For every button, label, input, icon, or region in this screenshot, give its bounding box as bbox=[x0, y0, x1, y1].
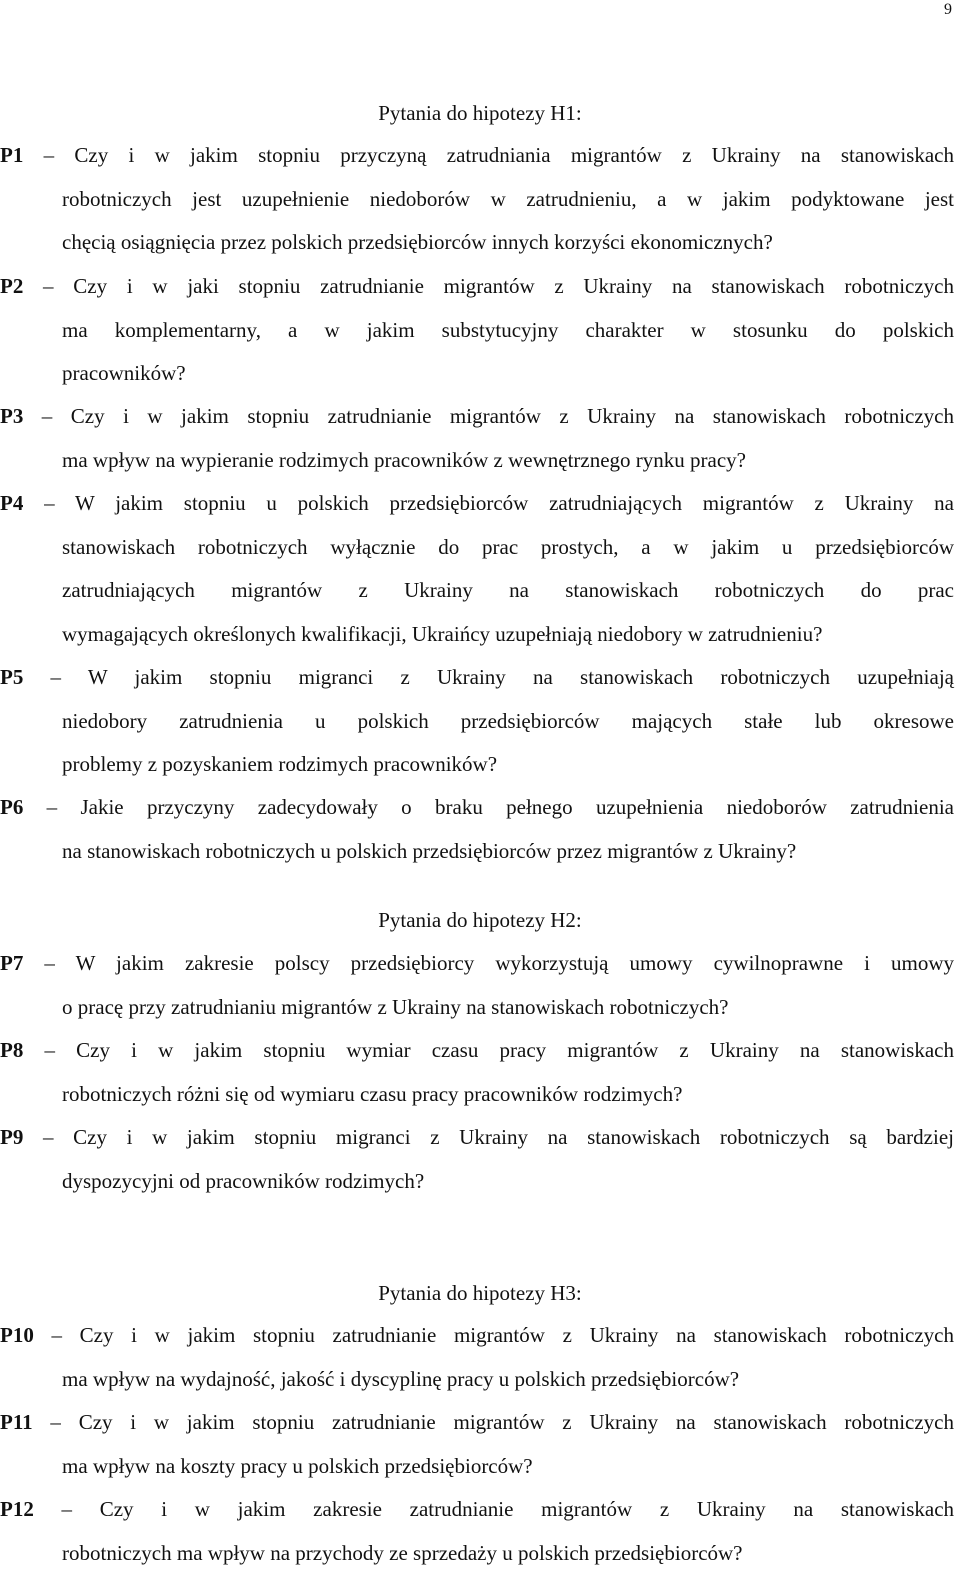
question-p1 bbox=[0, 134, 954, 265]
question-line: ma wpływ na wydajność, jakość i dyscyplinę pracy u polskich przedsiębiorców? bbox=[62, 1366, 740, 1391]
question-line: robotniczych jest uzupełnienie niedoborów w zatrudnieniu, a w jakim podyktowane jest bbox=[62, 186, 954, 211]
section-heading-h1: Pytania do hipotezy H1: bbox=[378, 101, 582, 125]
question-p12 bbox=[0, 1488, 954, 1575]
question-line: ma wpływ na wypieranie rodzimych pracowników z wewnętrznego rynku pracy? bbox=[62, 447, 746, 472]
question-label: P12 bbox=[0, 1497, 34, 1521]
question-line: P2 – Czy i w jaki stopniu zatrudnianie migrantów z Ukrainy na stanowiskach robotniczych bbox=[0, 274, 954, 298]
question-line: robotniczych różni się od wymiaru czasu pracy pracowników rodzimych? bbox=[62, 1081, 683, 1106]
question-line: zatrudniających migrantów z Ukrainy na stanowiskach robotniczych do prac bbox=[62, 578, 954, 602]
question-line: P3 – Czy i w jakim stopniu zatrudnianie migrantów z Ukrainy na stanowiskach robotniczych bbox=[0, 404, 954, 428]
question-line: robotniczych ma wpływ na przychody ze sprzedaży u polskich przedsiębiorców? bbox=[62, 1540, 743, 1565]
question-p9 bbox=[0, 1116, 954, 1203]
question-line: chęcią osiągnięcia przez polskich przedsiębiorców innych korzyści ekonomicznych? bbox=[62, 230, 773, 254]
question-line: wymagających określonych kwalifikacji, Ukraińcy uzupełniają niedobory w zatrudnieniu? bbox=[62, 621, 823, 646]
question-line: P11 – Czy i w jakim stopniu zatrudnianie migrantów z Ukrainy na stanowiskach robotniczych bbox=[0, 1410, 954, 1434]
question-label: P8 bbox=[0, 1038, 24, 1062]
question-line: P10 – Czy i w jakim stopniu zatrudnianie migrantów z Ukrainy na stanowiskach robotniczych bbox=[0, 1323, 955, 1347]
question-line: P6 – Jakie przyczyny zadecydowały o braku pełnego uzupełnienia niedoborów zatrudnienia bbox=[0, 795, 954, 819]
question-label: P5 bbox=[0, 665, 24, 689]
question-line: dyspozycyjni od pracowników rodzimych? bbox=[62, 1168, 425, 1193]
question-line: P5 – W jakim stopniu migranci z Ukrainy na stanowiskach robotniczych uzupełniają bbox=[0, 665, 954, 689]
question-line: o pracę przy zatrudnianiu migrantów z Ukrainy na stanowiskach robotniczych? bbox=[62, 994, 729, 1019]
question-line: P4 – W jakim stopniu u polskich przedsiębiorców zatrudniających migrantów z Ukrainy na bbox=[0, 491, 955, 515]
question-p8 bbox=[0, 1029, 954, 1116]
question-line: P9 – Czy i w jakim stopniu migranci z Ukrainy na stanowiskach robotniczych są bardziej bbox=[0, 1125, 954, 1149]
question-line: niedobory zatrudnienia u polskich przedsiębiorców mających stałe lub okresowe bbox=[62, 708, 954, 733]
question-label: P2 bbox=[0, 274, 24, 298]
section-heading-h2: Pytania do hipotezy H2: bbox=[378, 908, 582, 932]
section-heading-h3: Pytania do hipotezy H3: bbox=[378, 1281, 582, 1305]
question-line: stanowiskach robotniczych wyłącznie do prac prostych, a w jakim u przedsiębiorców bbox=[62, 534, 954, 559]
question-p2 bbox=[0, 265, 954, 396]
question-line: pracowników? bbox=[62, 361, 186, 385]
question-p5 bbox=[0, 656, 954, 787]
question-line: P1 – Czy i w jakim stopniu przyczyną zatrudniania migrantów z Ukrainy na stanowiskach bbox=[0, 143, 954, 167]
question-line: ma wpływ na koszty pracy u polskich przedsiębiorców? bbox=[62, 1453, 533, 1478]
question-label: P11 bbox=[0, 1410, 33, 1434]
page-number: 9 bbox=[944, 1, 952, 18]
question-label: P3 bbox=[0, 404, 24, 428]
question-p11 bbox=[0, 1401, 954, 1488]
question-p6 bbox=[0, 786, 954, 873]
question-label: P9 bbox=[0, 1125, 24, 1149]
question-label: P1 bbox=[0, 143, 24, 167]
question-label: P4 bbox=[0, 491, 24, 515]
question-p10 bbox=[0, 1314, 954, 1401]
question-line: na stanowiskach robotniczych u polskich przedsiębiorców przez migrantów z Ukrainy? bbox=[62, 838, 797, 863]
question-p3 bbox=[0, 395, 954, 482]
question-line: P7 – W jakim zakresie polscy przedsiębiorcy wykorzystują umowy cywilnoprawne i umowy bbox=[0, 951, 954, 975]
question-label: P10 bbox=[0, 1323, 34, 1347]
question-line: P12 – Czy i w jakim zakresie zatrudnianie migrantów z Ukrainy na stanowiskach bbox=[0, 1497, 955, 1521]
question-line: P8 – Czy i w jakim stopniu wymiar czasu pracy migrantów z Ukrainy na stanowiskach bbox=[0, 1038, 954, 1062]
question-p7 bbox=[0, 942, 954, 1029]
question-line: ma komplementarny, a w jakim substytucyjny charakter w stosunku do polskich bbox=[62, 317, 954, 342]
question-label: P7 bbox=[0, 951, 24, 975]
question-label: P6 bbox=[0, 795, 24, 819]
question-p4 bbox=[0, 482, 954, 656]
question-line: problemy z pozyskaniem rodzimych pracowników? bbox=[62, 752, 498, 776]
